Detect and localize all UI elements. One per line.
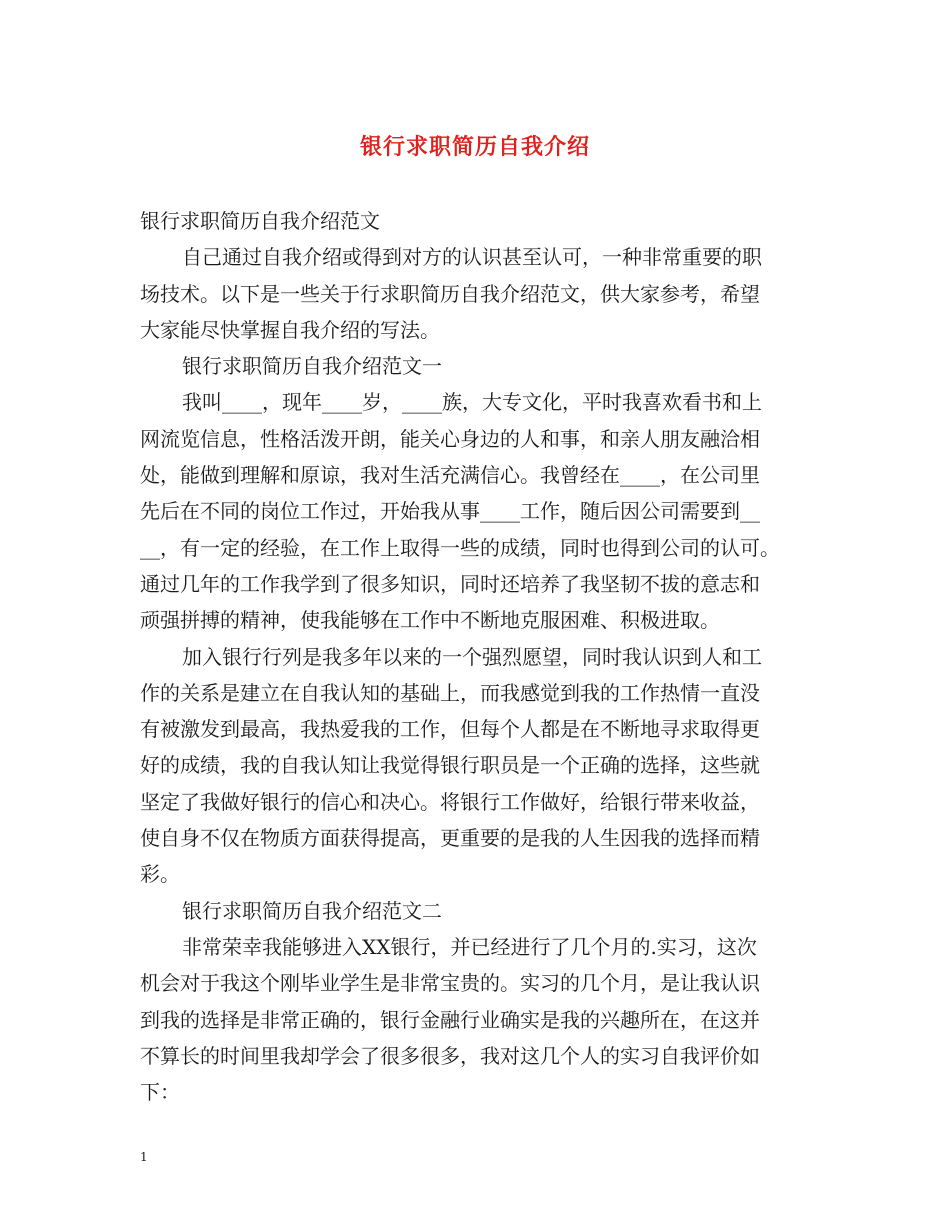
paragraph-line: 处，能做到理解和原谅，我对生活充满信心。我曾经在____，在公司里 <box>140 463 760 488</box>
document-title: 银行求职简历自我介绍 <box>359 134 590 160</box>
page-number: 1 <box>140 1150 148 1164</box>
paragraph-line: 我叫____，现年____岁，____族，大专文化，平时我喜欢看书和上 <box>182 390 762 415</box>
paragraph-line: 好的成绩，我的自我认知让我觉得银行职员是一个正确的选择，这些就 <box>140 753 760 778</box>
paragraph-line: 机会对于我这个刚毕业学生是非常宝贵的。实习的几个月，是让我认识 <box>140 971 760 996</box>
paragraph-line: 通过几年的工作我学到了很多知识，同时还培养了我坚韧不拔的意志和 <box>140 571 760 596</box>
section-heading: 银行求职简历自我介绍范文 <box>140 209 380 233</box>
paragraph-line: 下： <box>140 1080 180 1105</box>
paragraph-line: __，有一定的经验，在工作上取得一些的成绩，同时也得到公司的认可。 <box>140 535 780 560</box>
paragraph-line: 场技术。以下是一些关于行求职简历自我介绍范文，供大家参考，希望 <box>140 281 760 306</box>
paragraph-line: 不算长的时间里我却学会了很多很多，我对这几个人的实习自我评价如 <box>140 1043 760 1068</box>
paragraph-line: 顽强拼搏的精神，使我能够在工作中不断地克服困难、积极进取。 <box>140 608 720 633</box>
subsection-heading: 银行求职简历自我介绍范文二 <box>182 898 442 923</box>
document-body <box>140 203 820 1110</box>
paragraph-line: 彩。 <box>140 862 180 887</box>
paragraph-line: 有被激发到最高，我热爱我的工作，但每个人都是在不断地寻求取得更 <box>140 717 760 742</box>
paragraph-line: 到我的选择是非常正确的，银行金融行业确实是我的兴趣所在，在这并 <box>140 1007 760 1032</box>
paragraph-line: 大家能尽快掌握自我介绍的写法。 <box>140 317 440 342</box>
paragraph-line: 使自身不仅在物质方面获得提高，更重要的是我的人生因我的选择而精 <box>140 826 760 851</box>
paragraph-line: 坚定了我做好银行的信心和决心。将银行工作做好，给银行带来收益， <box>140 789 760 814</box>
paragraph-line: 加入银行行列是我多年以来的一个强烈愿望，同时我认识到人和工 <box>182 644 762 669</box>
paragraph-line: 自己通过自我介绍或得到对方的认识甚至认可，一种非常重要的职 <box>182 245 762 270</box>
paragraph-line: 作的关系是建立在自我认知的基础上，而我感觉到我的工作热情一直没 <box>140 680 760 705</box>
paragraph-line: 网流览信息，性格活泼开朗，能关心身边的人和事，和亲人朋友融洽相 <box>140 426 760 451</box>
paragraph-line: 先后在不同的岗位工作过，开始我从事____工作，随后因公司需要到__ <box>140 499 760 524</box>
subsection-heading: 银行求职简历自我介绍范文一 <box>182 354 442 379</box>
paragraph-line: 非常荣幸我能够进入XX银行，并已经进行了几个月的.实习，这次 <box>182 934 757 959</box>
